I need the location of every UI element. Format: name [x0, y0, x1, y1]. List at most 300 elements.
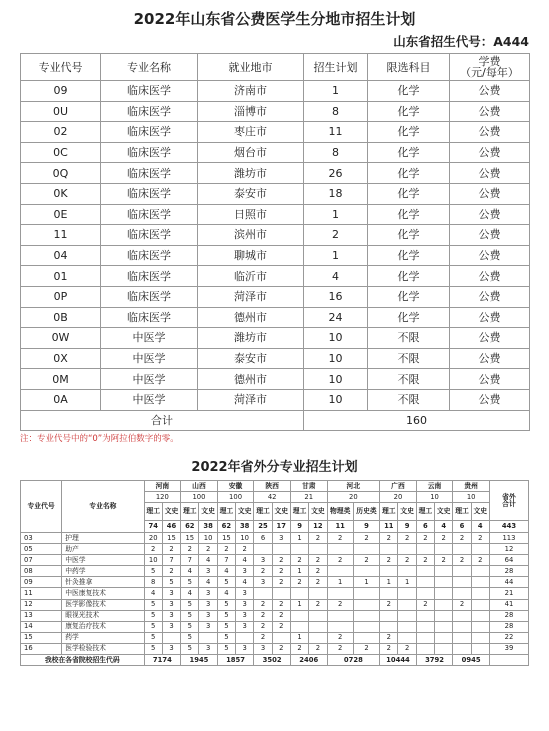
footnote: 注：专业代号中的“0”为阿拉伯数字的零。: [20, 434, 179, 444]
table-cell: 公费: [450, 328, 530, 349]
page-title: 2022年山东省公费医学生分地市招生计划: [133, 10, 416, 28]
table-cell: [398, 632, 416, 643]
table-cell: [327, 588, 353, 599]
subtype-label: 文史: [435, 503, 453, 521]
table-cell: [309, 610, 327, 621]
table-cell: 6: [254, 533, 272, 544]
column-header-name: 专业名称: [62, 481, 144, 533]
table-cell: 化学: [368, 245, 450, 266]
table-cell: 枣庄市: [198, 122, 304, 143]
table-cell: 2: [398, 533, 416, 544]
table-cell: 日照市: [198, 204, 304, 225]
table-row: [21, 555, 529, 566]
table-cell: 泰安市: [198, 348, 304, 369]
major-code: 08: [21, 566, 62, 577]
subtotal: 62: [217, 521, 235, 533]
school-code: 10444: [380, 655, 417, 666]
table-cell: 淄博市: [198, 101, 304, 122]
table-cell: 18: [304, 183, 368, 204]
subtotal: 38: [236, 521, 254, 533]
table-cell: 不限: [368, 328, 450, 349]
table-cell: 02: [21, 122, 101, 143]
table-cell: [290, 588, 308, 599]
table-cell: 2: [309, 577, 327, 588]
table-cell: 2: [254, 632, 272, 643]
table-row: [21, 307, 530, 328]
table-cell: 不限: [368, 348, 450, 369]
table-cell: [309, 621, 327, 632]
table-cell: [435, 632, 453, 643]
table-cell: 2: [309, 566, 327, 577]
table-cell: 化学: [368, 307, 450, 328]
table-cell: [199, 632, 217, 643]
table-cell: [398, 566, 416, 577]
table-cell: 2: [272, 566, 290, 577]
table-cell: 0U: [21, 101, 101, 122]
table-cell: 2: [144, 544, 162, 555]
table-cell: 4: [217, 588, 235, 599]
table-cell: 2: [290, 643, 308, 654]
table-cell: [416, 544, 434, 555]
subtotal: 9: [290, 521, 308, 533]
table-cell: 5: [144, 643, 162, 654]
table-cell: 3: [254, 555, 272, 566]
table-cell: 10: [304, 369, 368, 390]
table-cell: [327, 566, 353, 577]
table-cell: 2: [398, 643, 416, 654]
table-row: [21, 533, 529, 544]
table-cell: 公费: [450, 122, 530, 143]
table-cell: 滨州市: [198, 225, 304, 246]
major-code: 03: [21, 533, 62, 544]
table-cell: 潍坊市: [198, 163, 304, 184]
table-row: [21, 610, 529, 621]
table-row: [21, 204, 530, 225]
table-cell: 2: [199, 544, 217, 555]
table-row: [21, 245, 530, 266]
table-cell: [254, 544, 272, 555]
table-cell: 04: [21, 245, 101, 266]
table-cell: 2: [416, 533, 434, 544]
table-cell: 0M: [21, 369, 101, 390]
table-cell: 2: [398, 555, 416, 566]
table-cell: [471, 599, 489, 610]
table-cell: 8: [144, 577, 162, 588]
table-cell: 5: [181, 610, 199, 621]
row-total: 28: [489, 610, 528, 621]
table-cell: 2: [217, 544, 235, 555]
table-cell: [416, 588, 434, 599]
subtype-label: 理工: [380, 503, 398, 521]
table-cell: 10: [199, 533, 217, 544]
table-cell: 公费: [450, 389, 530, 410]
table-cell: 2: [327, 599, 353, 610]
table-cell: 2: [254, 599, 272, 610]
table-cell: 01: [21, 266, 101, 287]
table-cell: 3: [162, 588, 180, 599]
table-cell: [162, 632, 180, 643]
major-name: 中医康复技术: [62, 588, 144, 599]
major-name: 康复治疗技术: [62, 621, 144, 632]
table-cell: [435, 588, 453, 599]
table-cell: 3: [162, 610, 180, 621]
table-cell: 0Q: [21, 163, 101, 184]
table-cell: 临沂市: [198, 266, 304, 287]
row-total: 28: [489, 621, 528, 632]
major-name: 中医学: [62, 555, 144, 566]
subtype-label: 文史: [272, 503, 290, 521]
row-total: 12: [489, 544, 528, 555]
section-title: 2022年省外分专业招生计划: [191, 460, 358, 475]
table-cell: [309, 588, 327, 599]
table-row: [21, 643, 529, 654]
table-cell: 2: [162, 544, 180, 555]
table-cell: 临床医学: [101, 225, 198, 246]
table-cell: [327, 621, 353, 632]
table-cell: [290, 610, 308, 621]
table-cell: [471, 632, 489, 643]
table-cell: 2: [453, 599, 471, 610]
table-cell: 临床医学: [101, 101, 198, 122]
table-cell: 2: [471, 555, 489, 566]
row-total: 64: [489, 555, 528, 566]
table-cell: 10: [304, 328, 368, 349]
major-name: 医学检验技术: [62, 643, 144, 654]
table-cell: 3: [236, 588, 254, 599]
table-cell: 2: [254, 621, 272, 632]
table-cell: 公费: [450, 245, 530, 266]
province-total: 42: [254, 492, 291, 503]
table-cell: 3: [162, 643, 180, 654]
table-cell: 公费: [450, 142, 530, 163]
table-cell: 5: [181, 599, 199, 610]
table-cell: [435, 621, 453, 632]
table-cell: 公费: [450, 266, 530, 287]
table-cell: 公费: [450, 81, 530, 102]
major-code: 07: [21, 555, 62, 566]
total-label: 合计: [21, 410, 304, 431]
table-row: [21, 632, 529, 643]
footer-blank: [489, 655, 528, 666]
table-cell: 中医学: [101, 328, 198, 349]
table-cell: 临床医学: [101, 163, 198, 184]
table-cell: 泰安市: [198, 183, 304, 204]
table-cell: 菏泽市: [198, 286, 304, 307]
column-header: 专业名称: [101, 54, 198, 81]
province-name: 广西: [380, 481, 417, 492]
table-cell: 10: [304, 389, 368, 410]
total-row: [21, 410, 530, 431]
out-total-value: 443: [489, 521, 528, 533]
subtotal: 6: [453, 521, 471, 533]
table-cell: 5: [144, 599, 162, 610]
table-cell: [435, 544, 453, 555]
table-row: [21, 266, 530, 287]
table-cell: 15: [217, 533, 235, 544]
table-cell: 8: [304, 101, 368, 122]
table-cell: [236, 632, 254, 643]
table-cell: 0K: [21, 183, 101, 204]
total-value: 160: [304, 410, 530, 431]
table-cell: 化学: [368, 81, 450, 102]
table-cell: 4: [236, 577, 254, 588]
table-cell: [380, 610, 398, 621]
table-cell: 济南市: [198, 81, 304, 102]
table-cell: 临床医学: [101, 245, 198, 266]
table-cell: 1: [380, 577, 398, 588]
table-row: [21, 328, 530, 349]
table-cell: 7: [181, 555, 199, 566]
province-name: 安徽: [217, 481, 254, 492]
table-cell: 2: [380, 643, 398, 654]
table-cell: 8: [304, 142, 368, 163]
table-cell: 10: [144, 555, 162, 566]
major-code: 05: [21, 544, 62, 555]
table-cell: 公费: [450, 348, 530, 369]
table-cell: 5: [144, 566, 162, 577]
table-cell: [453, 577, 471, 588]
table-row: [21, 588, 529, 599]
table-row: [21, 369, 530, 390]
table-cell: [471, 588, 489, 599]
table-cell: 1: [304, 245, 368, 266]
subtype-label: 文史: [309, 503, 327, 521]
out-of-province-table: [20, 480, 529, 666]
province-name: 贵州: [453, 481, 490, 492]
table-cell: 0W: [21, 328, 101, 349]
table-cell: 公费: [450, 369, 530, 390]
table-cell: [416, 610, 434, 621]
table-cell: 7: [217, 555, 235, 566]
table-cell: 5: [217, 632, 235, 643]
major-code: 12: [21, 599, 62, 610]
table-cell: 4: [199, 577, 217, 588]
table-cell: 5: [181, 577, 199, 588]
table-cell: 3: [236, 621, 254, 632]
major-name: 医学影像技术: [62, 599, 144, 610]
table-cell: 化学: [368, 122, 450, 143]
province-total: 100: [217, 492, 254, 503]
subtotal: 25: [254, 521, 272, 533]
major-name: 药学: [62, 632, 144, 643]
school-code: 0728: [327, 655, 380, 666]
subtype-label: 理工: [290, 503, 308, 521]
table-cell: [471, 566, 489, 577]
table-cell: 1: [290, 566, 308, 577]
table-cell: 2: [380, 632, 398, 643]
table-cell: 临床医学: [101, 183, 198, 204]
major-name: 中药学: [62, 566, 144, 577]
table-cell: 0P: [21, 286, 101, 307]
table-row: [21, 163, 530, 184]
table-cell: [416, 577, 434, 588]
table-cell: [353, 566, 379, 577]
table-cell: 2: [353, 643, 379, 654]
major-code: 16: [21, 643, 62, 654]
row-total: 22: [489, 632, 528, 643]
subtotal: 46: [162, 521, 180, 533]
table-cell: [309, 544, 327, 555]
table-cell: 中医学: [101, 369, 198, 390]
subtotal: 12: [309, 521, 327, 533]
out-total-header: 省外 合计: [489, 481, 528, 521]
table-cell: 2: [254, 610, 272, 621]
table-cell: 2: [272, 577, 290, 588]
school-code: 3502: [254, 655, 291, 666]
table-cell: 4: [217, 566, 235, 577]
table-cell: 3: [236, 566, 254, 577]
table-cell: 0C: [21, 142, 101, 163]
table-cell: 2: [236, 544, 254, 555]
table-cell: 5: [217, 621, 235, 632]
table-cell: [453, 544, 471, 555]
subtype-label: 物理类: [327, 503, 353, 521]
column-header: 招生计划: [304, 54, 368, 81]
table-cell: [398, 621, 416, 632]
school-code: 0945: [453, 655, 490, 666]
table-cell: 3: [272, 533, 290, 544]
table-cell: 4: [181, 588, 199, 599]
province-name: 甘肃: [290, 481, 327, 492]
table-cell: [290, 621, 308, 632]
table-cell: 0X: [21, 348, 101, 369]
table-cell: [353, 599, 379, 610]
table-cell: 2: [327, 632, 353, 643]
city-plan-table: [20, 53, 530, 431]
table-cell: 化学: [368, 204, 450, 225]
table-cell: 化学: [368, 286, 450, 307]
major-code: 11: [21, 588, 62, 599]
table-cell: [272, 544, 290, 555]
table-cell: 1: [327, 577, 353, 588]
province-total: 120: [144, 492, 181, 503]
subtotal: 74: [144, 521, 162, 533]
major-code: 13: [21, 610, 62, 621]
subtotal: 62: [181, 521, 199, 533]
table-cell: 化学: [368, 225, 450, 246]
school-code: 7174: [144, 655, 181, 666]
subtotal: 11: [327, 521, 353, 533]
table-cell: 2: [254, 566, 272, 577]
table-cell: 化学: [368, 142, 450, 163]
table-cell: 2: [272, 599, 290, 610]
subtype-label: 文史: [398, 503, 416, 521]
table-cell: 11: [304, 122, 368, 143]
table-cell: 2: [290, 555, 308, 566]
table-cell: [453, 588, 471, 599]
table-cell: [353, 544, 379, 555]
table-cell: 中医学: [101, 389, 198, 410]
table-cell: [398, 588, 416, 599]
table-cell: 潍坊市: [198, 328, 304, 349]
table-cell: [309, 632, 327, 643]
table-cell: 1: [398, 577, 416, 588]
table-cell: 15: [162, 533, 180, 544]
footer-label: 我校在各省院校招生代码: [21, 655, 145, 666]
table-row: [21, 122, 530, 143]
table-cell: 公费: [450, 204, 530, 225]
table-cell: 2: [304, 225, 368, 246]
table-cell: [380, 544, 398, 555]
row-total: 41: [489, 599, 528, 610]
table-cell: [398, 610, 416, 621]
column-header: 就业地市: [198, 54, 304, 81]
table-cell: [453, 643, 471, 654]
enrollment-code: 山东省招生代号：A444: [393, 34, 529, 49]
table-cell: 3: [162, 621, 180, 632]
table-cell: 5: [181, 643, 199, 654]
table-cell: 10: [236, 533, 254, 544]
table-cell: 2: [435, 555, 453, 566]
school-code: 1857: [217, 655, 254, 666]
table-cell: 5: [144, 621, 162, 632]
row-total: 44: [489, 577, 528, 588]
table-cell: 4: [236, 555, 254, 566]
table-cell: 4: [181, 566, 199, 577]
table-cell: 中医学: [101, 348, 198, 369]
subtotal: 9: [398, 521, 416, 533]
table-cell: 1: [304, 81, 368, 102]
table-cell: [471, 544, 489, 555]
province-name: 山西: [181, 481, 218, 492]
table-cell: 3: [236, 610, 254, 621]
major-name: 针灸推拿: [62, 577, 144, 588]
table-row: [21, 566, 529, 577]
major-code: 15: [21, 632, 62, 643]
subtotal: 38: [199, 521, 217, 533]
table-cell: 15: [181, 533, 199, 544]
table-cell: 10: [304, 348, 368, 369]
subtype-label: 理工: [217, 503, 235, 521]
table-cell: 2: [453, 533, 471, 544]
table-cell: 3: [254, 643, 272, 654]
table-row: [21, 621, 529, 632]
province-total: 20: [327, 492, 380, 503]
table-cell: 3: [199, 566, 217, 577]
table-cell: 公费: [450, 225, 530, 246]
table-cell: 5: [144, 632, 162, 643]
table-cell: [435, 599, 453, 610]
table-header-row: [21, 54, 530, 81]
province-name: 陕西: [254, 481, 291, 492]
table-cell: 德州市: [198, 369, 304, 390]
table-cell: [416, 632, 434, 643]
table-cell: 11: [21, 225, 101, 246]
table-cell: [471, 577, 489, 588]
table-cell: [290, 544, 308, 555]
column-header: 学费 （元/每年）: [450, 54, 530, 81]
table-cell: 5: [162, 577, 180, 588]
table-cell: 5: [181, 632, 199, 643]
table-cell: [353, 588, 379, 599]
table-cell: 化学: [368, 183, 450, 204]
table-cell: 1: [304, 204, 368, 225]
table-cell: [398, 599, 416, 610]
row-total: 113: [489, 533, 528, 544]
table-cell: 3: [199, 588, 217, 599]
table-cell: 5: [144, 610, 162, 621]
subtype-label: 理工: [416, 503, 434, 521]
table-cell: 2: [309, 643, 327, 654]
subtotal: 4: [435, 521, 453, 533]
table-cell: [353, 610, 379, 621]
table-cell: 2: [290, 577, 308, 588]
table-cell: 0A: [21, 389, 101, 410]
subtype-label: 文史: [471, 503, 489, 521]
table-cell: 2: [309, 599, 327, 610]
table-cell: 2: [353, 533, 379, 544]
table-cell: [398, 544, 416, 555]
